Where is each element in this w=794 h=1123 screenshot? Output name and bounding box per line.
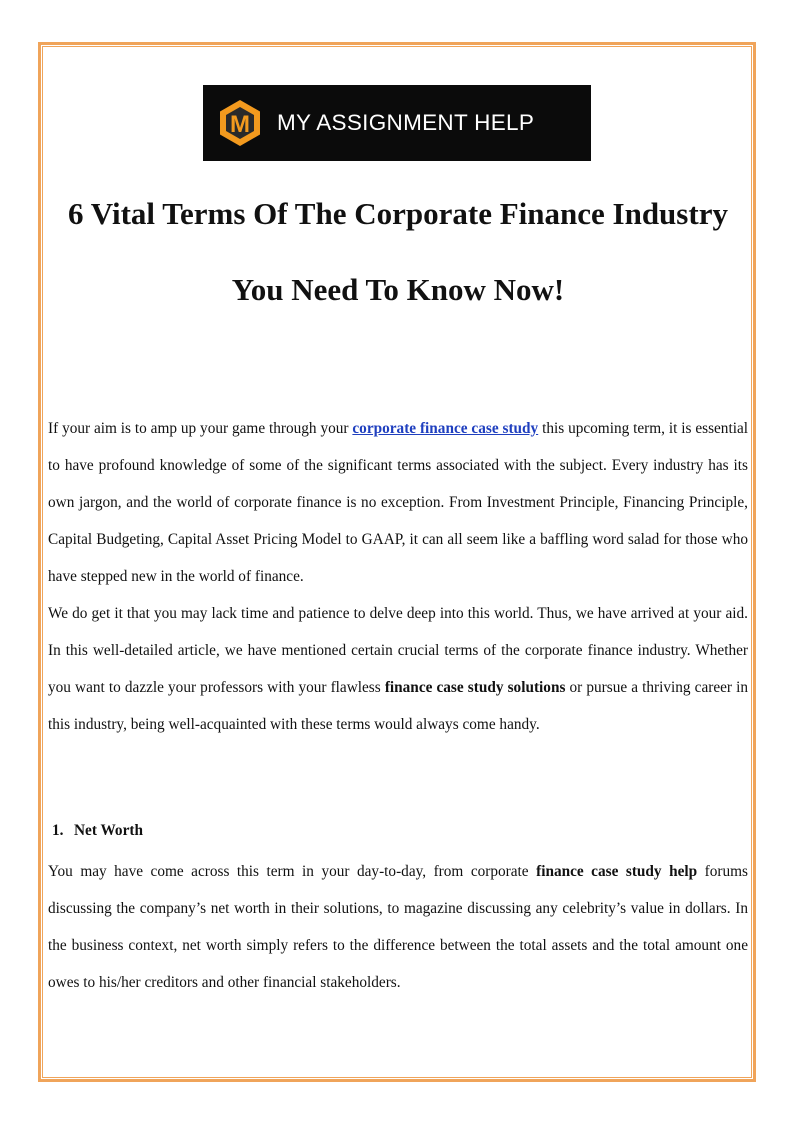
section-title: Net Worth (74, 822, 143, 839)
section-1-paragraph (48, 853, 748, 1001)
page-title-line1: 6 Vital Terms Of The Corporate Finance Industry (68, 196, 728, 231)
logo-hexagon-icon (215, 98, 265, 148)
section-text: You may have come across this term in your day-to-day, from corporate (48, 863, 537, 880)
bold-phrase: finance case study help (536, 863, 698, 880)
svg-text:M: M (230, 111, 250, 138)
section-number: 1. (52, 822, 64, 839)
intro-paragraph-1 (48, 410, 748, 595)
intro-paragraph-2 (48, 595, 748, 743)
bold-phrase: finance case study solutions (384, 679, 566, 696)
section-heading-net-worth (52, 822, 143, 840)
section-text: forums discussing the company’s net worth in their solutions, to magazine discussing any celebrity’s value in dollars. In the business context, net worth simply refers to the difference between the total assets and the total amount one owes to his/her creditors and other financial stakeholders. (48, 863, 748, 991)
intro-text: If your aim is to amp up your game through your (48, 420, 353, 437)
intro-text: We do get it that you may lack time and patience to delve deep into this world. Thus, we have arrived at your aid. In this well-detailed article, we have mentioned certain crucial terms of the corporate finance industry. Whether you want to dazzle your professors with your flawless (48, 605, 748, 696)
logo-text: MY ASSIGNMENT HELP (277, 110, 535, 135)
brand-logo (203, 85, 591, 161)
page-title-line2: You Need To Know Now! (231, 272, 565, 307)
corporate-finance-case-study-link[interactable]: corporate finance case study (352, 420, 539, 437)
intro-text: or pursue a thriving career in this industry, being well-acquainted with these terms would always come handy. (48, 679, 748, 733)
intro-text: this upcoming term, it is essential to have profound knowledge of some of the significant terms associated with the subject. Every industry has its own jargon, and the world of corporate finance is no exception. From Investment Principle, Financing Principle, Capital Budgeting, Capital Asset Pricing Model to GAAP, it can all seem like a baffling word salad for those who have stepped new in the world of finance. (48, 420, 748, 585)
